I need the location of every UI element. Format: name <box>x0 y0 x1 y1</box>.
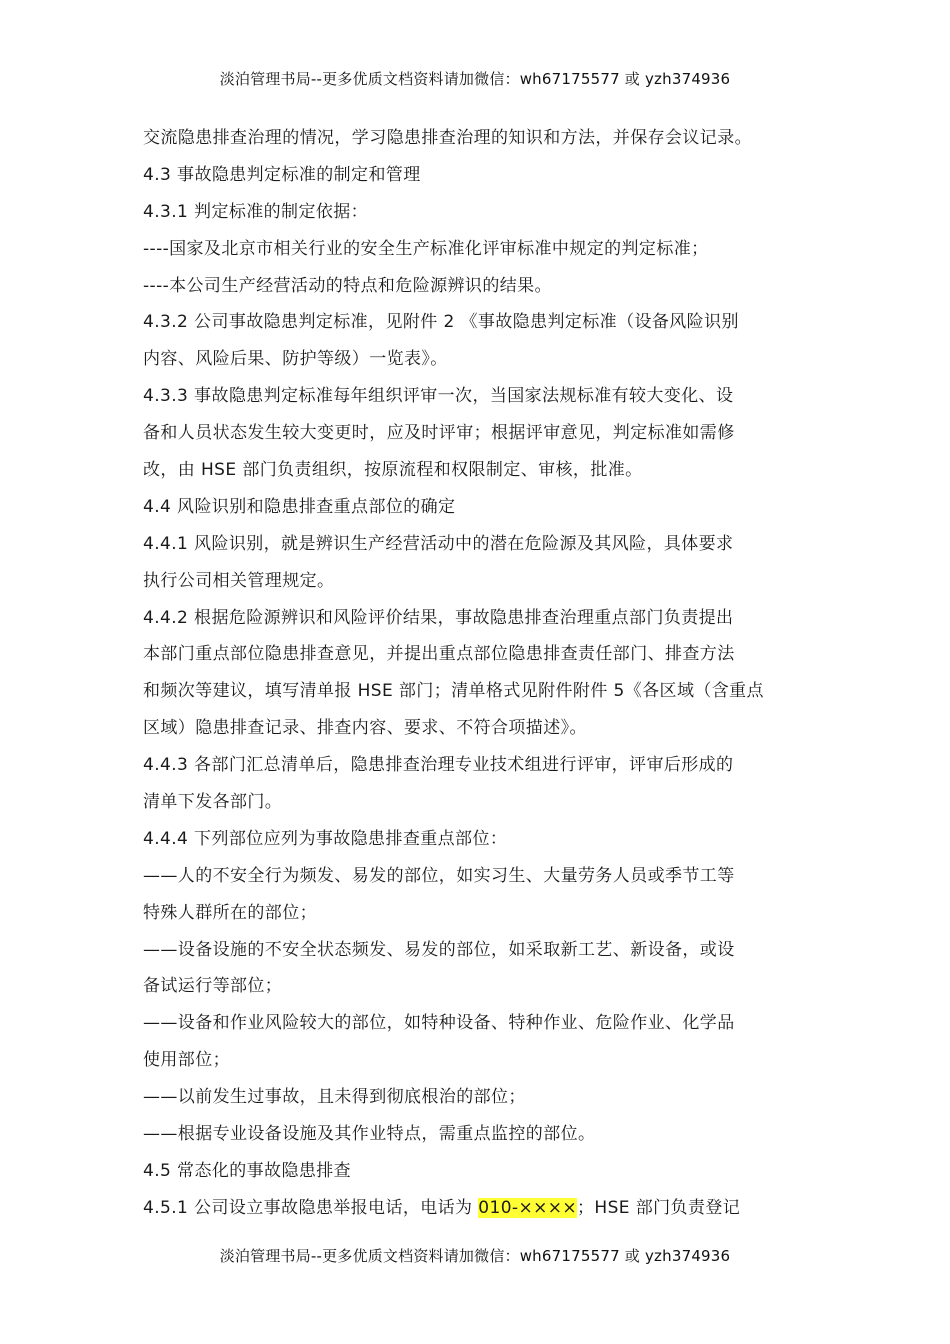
text-line: ——设备设施的不安全状态频发、易发的部位，如采取新工艺、新设备，或设 <box>143 939 735 960</box>
text-line: 备试运行等部位； <box>143 976 283 997</box>
text-line: ----本公司生产经营活动的特点和危险源辨识的结果。 <box>143 275 552 296</box>
page-header: 淡泊管理书局--更多优质文档资料请加微信：wh67175577 或 yzh374936 <box>219 70 731 88</box>
text-line: 4.3.1 判定标准的制定依据： <box>143 201 369 222</box>
text-line: ——以前发生过事故，且未得到彻底根治的部位； <box>143 1087 526 1108</box>
phone-prefix-text: 4.5.1 公司设立事故隐患举报电话，电话为 <box>143 1197 479 1218</box>
section-heading: 4.4 风险识别和隐患排查重点部位的确定 <box>143 496 456 517</box>
text-line: 4.3.3 事故隐患判定标准每年组织评审一次，当国家法规标准有较大变化、设 <box>143 386 734 407</box>
text-line: 清单下发各部门。 <box>143 792 283 813</box>
text-line: ——人的不安全行为频发、易发的部位，如实习生、大量劳务人员或季节工等 <box>143 865 735 886</box>
phone-suffix-text: ；HSE 部门负责登记 <box>577 1197 741 1218</box>
text-line: 特殊人群所在的部位； <box>143 902 317 923</box>
text-line: 4.4.3 各部门汇总清单后，隐患排查治理专业技术组进行评审，评审后形成的 <box>143 755 734 776</box>
text-line: 4.3.2 公司事故隐患判定标准，见附件 2 《事故隐患判定标准（设备风险识别 <box>143 312 739 333</box>
text-line: 使用部位； <box>143 1050 230 1071</box>
section-heading: 4.5 常态化的事故隐患排查 <box>143 1160 352 1181</box>
text-line: 交流隐患排查治理的情况，学习隐患排查治理的知识和方法，并保存会议记录。 <box>143 128 752 148</box>
text-line: 和频次等建议，填写清单报 HSE 部门；清单格式见附件附件 5《各区域（含重点 <box>143 681 764 702</box>
highlighted-phone-number: 010-×××× <box>478 1197 578 1218</box>
text-line: 本部门重点部位隐患排查意见，并提出重点部位隐患排查责任部门、排查方法 <box>143 644 735 665</box>
section-heading: 4.3 事故隐患判定标准的制定和管理 <box>143 164 421 185</box>
text-line: ----国家及北京市相关行业的安全生产标准化评审标准中规定的判定标准； <box>143 238 709 259</box>
document-body <box>143 120 808 1227</box>
text-line: 内容、风险后果、防护等级）一览表》。 <box>143 349 448 370</box>
text-line: 4.4.1 风险识别，就是辨识生产经营活动中的潜在危险源及其风险，具体要求 <box>143 533 734 554</box>
page-footer: 淡泊管理书局--更多优质文档资料请加微信：wh67175577 或 yzh374936 <box>219 1247 731 1265</box>
text-line: ——设备和作业风险较大的部位，如特种设备、特种作业、危险作业、化学品 <box>143 1013 735 1034</box>
text-line: ——根据专业设备设施及其作业特点，需重点监控的部位。 <box>143 1124 596 1145</box>
text-line: 4.4.4 下列部位应列为事故隐患排查重点部位： <box>143 828 508 849</box>
text-line: 区域）隐患排查记录、排查内容、要求、不符合项描述》。 <box>143 718 587 739</box>
text-line-phone <box>143 1190 808 1227</box>
text-line: 改，由 HSE 部门负责组织，按原流程和权限制定、审核，批准。 <box>143 460 643 481</box>
text-line: 4.4.2 根据危险源辨识和风险评价结果，事故隐患排查治理重点部门负责提出 <box>143 607 734 628</box>
text-line: 备和人员状态发生较大变更时，应及时评审；根据评审意见，判定标准如需修 <box>143 423 735 444</box>
text-line: 执行公司相关管理规定。 <box>143 570 335 591</box>
